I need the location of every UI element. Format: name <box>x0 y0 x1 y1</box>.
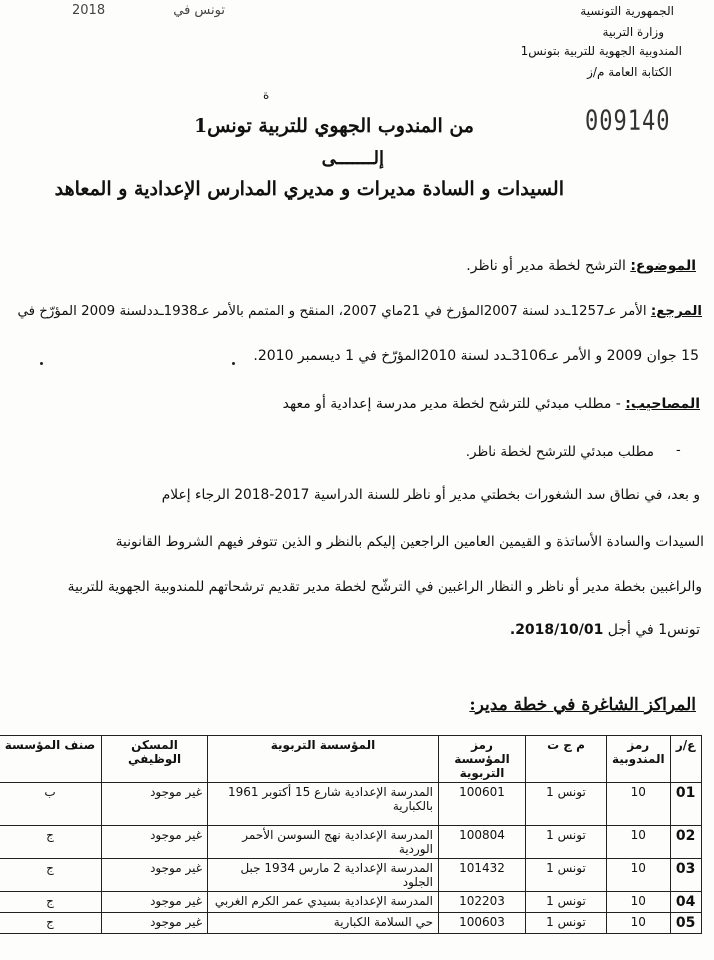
reference-line-2: 15 جوان 2009 و الأمر عـ3106ـدد لسنة 2010المؤرّخ في 1 ديسمبر 2010. <box>253 348 699 364</box>
from-line: من المندوب الجهوي للتربية تونس1 <box>193 115 474 137</box>
attachments-item-1: - مطلب مبدئي للترشح لخطة مدير مدرسة إعدادية أو معهد <box>282 396 626 412</box>
table-row <box>0 783 701 826</box>
row-housing: غير موجود <box>102 783 208 826</box>
body-line-2: السيدات والسادة الأساتذة و القيمين العامين الراجعين إليكم بالنظر و الذين تتوفر فيهم الشروط القانونية <box>115 534 704 550</box>
row-mjt: تونس 1 <box>526 913 607 934</box>
deadline-date: 2018/10/01. <box>509 622 604 638</box>
row-housing: غير موجود <box>102 826 208 859</box>
row-school: المدرسة الإعدادية نهج السوسن الأحمر الوردية <box>208 826 439 859</box>
row-school-code: 100804 <box>439 826 526 859</box>
to-label: إلـــــــى <box>321 148 384 169</box>
row-category: ج <box>0 892 102 913</box>
row-category: ج <box>0 859 102 892</box>
table-row <box>0 892 701 913</box>
row-school-code: 102203 <box>439 892 526 913</box>
bullet-dash: - <box>676 443 681 458</box>
row-mjt: تونس 1 <box>526 892 607 913</box>
row-category: ب <box>0 783 102 826</box>
header-directorate: المندوبية الجهوية للتربية بتونس1 <box>520 44 682 58</box>
row-category: ج <box>0 826 102 859</box>
col-num: ع/ر <box>670 736 701 783</box>
table-row <box>0 913 701 934</box>
reference-text-1: الأمر عـ1257ـدد لسنة 2007المؤرخ في 21ماي 2007، المنقح و المتمم بالأمر عـ1938ـددلسنة 2009 المؤرّخ في <box>17 304 651 319</box>
col-mjt: م ج ت <box>526 736 607 783</box>
subject-label: الموضوع: <box>630 258 696 274</box>
date-stamp: 2018 <box>72 3 106 18</box>
row-mjt: تونس 1 <box>526 859 607 892</box>
row-school: المدرسة الإعدادية شارع 15 أكتوبر 1961 بالكبارية <box>208 783 439 826</box>
reference-label: المرجع: <box>650 304 702 319</box>
scan-dot <box>232 362 235 365</box>
row-school: المدرسة الإعدادية 2 مارس 1934 جبل الجلود <box>208 859 439 892</box>
scan-dot <box>40 362 43 365</box>
row-num: 05 <box>670 913 701 934</box>
city-label: تونس في <box>173 3 225 18</box>
row-housing: غير موجود <box>102 913 208 934</box>
addressees: السيدات و السادة مديرات و مديري المدارس الإعدادية و المعاهد <box>54 178 564 200</box>
body-line-3: والراغبين بخطة مدير أو ناظر و النظار الراغبين في الترشّح لخطة مدير تقديم ترشحاتهم للمندوبية الجهوية للتربية <box>67 579 702 595</box>
date-line <box>72 3 225 18</box>
row-school-code: 101432 <box>439 859 526 892</box>
row-num: 04 <box>670 892 701 913</box>
body-line-4 <box>510 622 700 638</box>
reference-line-1 <box>17 304 702 319</box>
body-line-1: و بعد، في نطاق سد الشغورات بخطتي مدير أو ناظر للسنة الدراسية 2017-2018 الرجاء إعلام <box>161 487 700 503</box>
row-school: حي السلامة الكبارية <box>208 913 439 934</box>
table-row <box>0 859 701 892</box>
table-header-row <box>0 736 701 783</box>
subject-text: الترشح لخطة مدير أو ناظر. <box>466 258 631 274</box>
row-region-code: 10 <box>607 859 671 892</box>
row-region-code: 10 <box>607 826 671 859</box>
row-school: المدرسة الإعدادية بسيدي عمر الكرم الغربي <box>208 892 439 913</box>
row-region-code: 10 <box>607 783 671 826</box>
col-region-code: رمز المندوبية <box>607 736 671 783</box>
header-country: الجمهورية التونسية <box>580 4 674 18</box>
subject-line <box>466 258 696 274</box>
attachments-line-2 <box>466 444 654 460</box>
deadline-prefix: تونس1 في أجل <box>603 622 700 638</box>
small-mark: ة <box>263 88 270 102</box>
header-ministry: وزارة التربية <box>602 25 664 39</box>
col-category: صنف المؤسسة <box>0 736 102 783</box>
row-num: 01 <box>670 783 701 826</box>
row-housing: غير موجود <box>102 859 208 892</box>
row-school-code: 100603 <box>439 913 526 934</box>
row-housing: غير موجود <box>102 892 208 913</box>
row-region-code: 10 <box>607 913 671 934</box>
attachments-label: المصاحيب: <box>625 396 700 412</box>
row-mjt: تونس 1 <box>526 783 607 826</box>
row-num: 02 <box>670 826 701 859</box>
row-mjt: تونس 1 <box>526 826 607 859</box>
row-num: 03 <box>670 859 701 892</box>
attachments-line-1 <box>283 396 700 412</box>
table-row <box>0 826 701 859</box>
vacancies-table <box>0 735 702 934</box>
section-title: المراكز الشاغرة في خطة مدير: <box>469 695 696 715</box>
header-office: الكتابة العامة م/ز <box>587 65 672 79</box>
col-school: المؤسسة التربوية <box>208 736 439 783</box>
row-category: ج <box>0 913 102 934</box>
row-school-code: 100601 <box>439 783 526 826</box>
col-school-code: رمز المؤسسة التربوية <box>439 736 526 783</box>
attachments-item-2: مطلب مبدئي للترشح لخطة ناظر. <box>465 444 654 460</box>
row-region-code: 10 <box>607 892 671 913</box>
col-housing: المسكن الوظيفي <box>102 736 208 783</box>
reference-number: 009140 <box>585 105 671 138</box>
